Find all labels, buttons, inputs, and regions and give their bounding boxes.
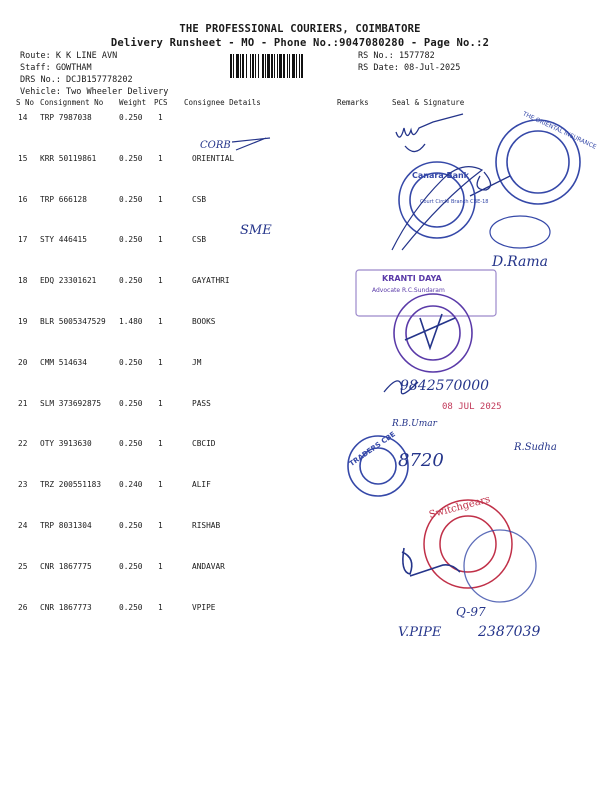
- handwritten-phone: 9842570000: [400, 378, 490, 394]
- signature-row14: [396, 114, 463, 152]
- signature-row15: [470, 172, 510, 196]
- col-header-pcs: PCS: [154, 98, 168, 107]
- consignee-name: RISHAB: [192, 521, 221, 530]
- col-header-weight: Weight: [119, 98, 147, 107]
- row-sno: 19: [18, 317, 28, 326]
- consignment-number: TRP 7987038: [40, 113, 92, 122]
- row-sno: 20: [18, 357, 28, 367]
- consignee-name: CBCID: [192, 439, 216, 449]
- consignee-name: ALIF: [192, 480, 211, 490]
- rs-date: RS Date: 08-Jul-2025: [358, 63, 461, 73]
- handwritten-8720: 8720: [398, 450, 444, 471]
- pcs-value: 1: [158, 153, 163, 163]
- consignee-name: VPIPE: [192, 602, 216, 612]
- consignment-number: CNR 1867775: [40, 561, 92, 571]
- consignee-name: CSB: [192, 235, 207, 245]
- weight-value: 0.250: [119, 357, 143, 367]
- consignee-name: PASS: [192, 398, 211, 408]
- weight-value: 0.250: [119, 439, 143, 449]
- consignment-number: CMM 514634: [40, 357, 87, 367]
- weight-value: 0.250: [119, 153, 143, 163]
- consignee-name: ANDAVAR: [192, 561, 225, 571]
- signature-row24: [402, 548, 460, 576]
- weight-value: 0.250: [119, 235, 143, 245]
- row-sno: 15: [18, 153, 28, 163]
- consignee-name: BOOKS: [192, 317, 216, 326]
- row-sno: 23: [18, 480, 28, 490]
- handwritten-r-sudha: R.Sudha: [514, 442, 557, 453]
- pcs-value: 1: [158, 480, 163, 490]
- handwritten-d-rama: D.Rama: [492, 254, 549, 270]
- stamp-traders-text: TRADERS CBE: [347, 430, 398, 468]
- stamp-canara-sub: Court Circle Branch CBE-18: [420, 199, 489, 205]
- stamp-circle-row24: [464, 530, 536, 602]
- consignment-number: TRZ 200551183: [40, 480, 102, 490]
- consignment-number: KRR 50119861: [40, 153, 97, 163]
- pcs-value: 1: [158, 521, 163, 530]
- vehicle-label: Vehicle: Two Wheeler Delivery: [20, 87, 169, 97]
- weight-value: 0.250: [119, 194, 143, 204]
- rs-number: RS No.: 1577782: [358, 51, 435, 61]
- col-header-remarks: Remarks: [337, 98, 369, 107]
- consignee-name: GAYATHRI: [192, 276, 230, 286]
- consignment-number: OTY 3913630: [40, 439, 92, 449]
- consignment-number: SLM 373692875: [40, 398, 102, 408]
- stamp-kranti-addr: Advocate R.C.Sundaram: [372, 287, 445, 294]
- row-sno: 14: [18, 113, 28, 122]
- col-header-consignee: Consignee Details: [184, 98, 261, 107]
- weight-value: 0.250: [119, 113, 143, 122]
- runsheet-title: THE PROFESSIONAL COURIERS, COIMBATORE: [179, 23, 421, 35]
- handwritten-sme: SME: [240, 223, 272, 238]
- col-header-consignment: Consignment No: [40, 98, 104, 107]
- pcs-value: 1: [158, 317, 163, 326]
- row-sno: 21: [18, 398, 28, 408]
- pcs-value: 1: [158, 439, 163, 449]
- col-header-sno: S No: [16, 98, 35, 107]
- pcs-value: 1: [158, 235, 163, 245]
- weight-value: 0.240: [119, 480, 143, 490]
- consignment-number: TRP 8031304: [40, 521, 92, 530]
- pcs-value: 1: [158, 357, 163, 367]
- handwritten-rb-umar: R.B.Umar: [392, 419, 437, 429]
- handwritten-corb: CORB: [200, 140, 231, 151]
- consignee-name: CSB: [192, 194, 207, 204]
- consignment-number: TRP 666128: [40, 194, 87, 204]
- consignment-number: CNR 1867773: [40, 602, 92, 612]
- col-header-seal: Seal & Signature: [392, 98, 465, 107]
- row-sno: 24: [18, 521, 28, 530]
- row-sno: 22: [18, 439, 28, 449]
- row-sno: 26: [18, 602, 28, 612]
- consignment-number: EDQ 23301621: [40, 276, 97, 286]
- handwritten-vpipe: V.PIPE: [398, 625, 442, 640]
- pcs-value: 1: [158, 561, 163, 571]
- row-sno: 17: [18, 235, 28, 245]
- pcs-value: 1: [158, 113, 163, 122]
- date-stamp: 08 JUL 2025: [442, 402, 502, 412]
- stamp-canara-title: Canara Bank: [412, 171, 470, 180]
- signature-row19: [405, 314, 455, 348]
- consignee-name: JM: [192, 357, 202, 367]
- weight-value: 0.250: [119, 561, 143, 571]
- route-label: Route: K K LINE AVN: [20, 51, 118, 61]
- pcs-value: 1: [158, 398, 163, 408]
- weight-value: 0.250: [119, 276, 143, 286]
- consignee-name: ORIENTIAL: [192, 153, 235, 163]
- weight-value: 0.250: [119, 521, 143, 530]
- stamp-oriental-text: THE ORIENTAL INSURANCE: [521, 110, 598, 151]
- consignment-number: STY 446415: [40, 235, 87, 245]
- scribble-oriential: [232, 138, 270, 150]
- pcs-value: 1: [158, 602, 163, 612]
- handwritten-q97: Q-97: [456, 605, 486, 619]
- stamp-kranti-text: KRANTI DAYA: [382, 274, 442, 283]
- weight-value: 0.250: [119, 602, 143, 612]
- row-sno: 18: [18, 276, 28, 286]
- consignment-number: BLR 5005347529: [40, 317, 106, 326]
- stamp-circle-row19: [394, 294, 472, 372]
- weight-value: 1.480: [119, 317, 143, 326]
- row-sno: 16: [18, 194, 28, 204]
- weight-value: 0.250: [119, 398, 143, 408]
- stamp-switchgears-text: Switchgears: [427, 493, 492, 521]
- stamp-oval-row17: [490, 216, 550, 248]
- runsheet-subtitle: Delivery Runsheet - MO - Phone No.:9047080280 - Page No.:2: [110, 37, 490, 49]
- pcs-value: 1: [158, 276, 163, 286]
- drs-number: DRS No.: DCJB157778202: [20, 75, 133, 85]
- pcs-value: 1: [158, 194, 163, 204]
- handwritten-2387039: 2387039: [478, 624, 541, 640]
- row-sno: 25: [18, 561, 28, 571]
- staff-label: Staff: GOWTHAM: [20, 63, 92, 73]
